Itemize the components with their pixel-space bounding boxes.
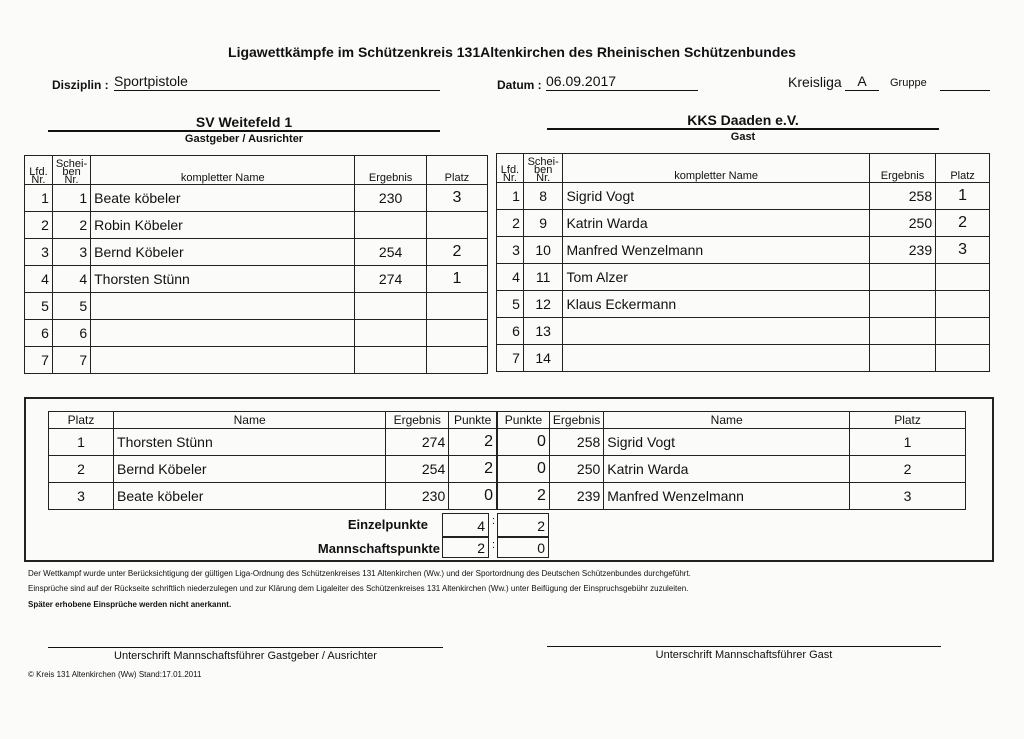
summary-row <box>498 429 966 456</box>
summary-ergebnis: 239 <box>549 483 603 510</box>
sum-col-platz: Platz <box>49 412 114 429</box>
summary-platz: 3 <box>49 483 114 510</box>
shooter-name[interactable]: Tom Alzer <box>563 264 869 291</box>
shooter-name[interactable] <box>91 347 355 374</box>
einzelpunkte-label: Einzelpunkte <box>347 517 428 532</box>
form-title: Ligawettkämpfe im Schützenkreis 131Altenkirchen des Rheinischen Schützenbundes <box>228 44 796 60</box>
shooter-name[interactable]: Klaus Eckermann <box>563 291 869 318</box>
platz-cell[interactable]: 3 <box>426 185 487 212</box>
platz-cell[interactable]: 1 <box>936 183 990 210</box>
scheiben-nr: 3 <box>52 239 90 266</box>
signature-guest: Unterschrift Mannschaftsführer Gast <box>655 649 833 661</box>
einzelpunkte-guest: 2 <box>497 513 549 537</box>
platz-cell[interactable] <box>426 212 487 239</box>
summary-platz: 2 <box>850 456 966 483</box>
roster-row <box>25 347 488 374</box>
sum-col-punkte: Punkte <box>449 412 497 429</box>
scheiben-nr: 14 <box>523 345 563 372</box>
footer-note-3: Später erhobene Einsprüche werden nicht anerkannt. <box>28 600 232 609</box>
summary-platz: 2 <box>49 456 114 483</box>
col-scheiben: Schei- ben Nr. <box>523 154 563 183</box>
platz-cell[interactable] <box>936 345 990 372</box>
mannschaftspunkte-guest: 0 <box>497 537 549 558</box>
sum-col-name: Name <box>114 412 386 429</box>
platz-cell[interactable] <box>426 293 487 320</box>
shooter-name[interactable]: Beate köbeler <box>91 185 355 212</box>
shooter-name[interactable]: Bernd Köbeler <box>91 239 355 266</box>
shooter-name[interactable]: Manfred Wenzelmann <box>563 237 869 264</box>
col-platz: Platz <box>426 156 487 185</box>
col-lfd: Lfd. Nr. <box>25 156 53 185</box>
gruppe-label: Gruppe <box>890 77 927 89</box>
guest-team-role: Gast <box>730 131 756 143</box>
lfd-nr: 4 <box>497 264 524 291</box>
summary-guest-header <box>498 412 966 429</box>
lfd-nr: 4 <box>25 266 53 293</box>
scheiben-nr: 1 <box>52 185 90 212</box>
col-name: kompletter Name <box>91 156 355 185</box>
kreisliga-value: A <box>857 73 867 89</box>
scheiben-nr: 10 <box>523 237 563 264</box>
disziplin-field[interactable] <box>114 73 440 91</box>
platz-cell[interactable] <box>936 264 990 291</box>
home-roster-header <box>25 156 488 185</box>
sum-col-punkte: Punkte <box>498 412 550 429</box>
summary-name: Manfred Wenzelmann <box>604 483 850 510</box>
platz-cell[interactable]: 1 <box>426 266 487 293</box>
scheiben-nr: 11 <box>523 264 563 291</box>
summary-platz: 1 <box>49 429 114 456</box>
disziplin-value: Sportpistole <box>114 73 188 89</box>
roster-row <box>497 264 990 291</box>
shooter-name[interactable] <box>563 318 869 345</box>
scheiben-nr: 7 <box>52 347 90 374</box>
lfd-nr: 6 <box>25 320 53 347</box>
summary-name: Beate köbeler <box>114 483 386 510</box>
footer-note-1: Der Wettkampf wurde unter Berücksichtigung der gültigen Liga-Ordnung des Schützenkreises 131 Altenkirchen (Ww.) und der Sportordnung des Deutschen Schützenbundes durchgeführt. <box>28 569 691 578</box>
mannschaftspunkte-home: 2 <box>442 537 489 558</box>
roster-row <box>497 318 990 345</box>
lfd-nr: 3 <box>497 237 524 264</box>
ergebnis-cell[interactable] <box>869 345 935 372</box>
summary-row <box>49 456 497 483</box>
platz-cell[interactable] <box>426 347 487 374</box>
platz-cell[interactable] <box>936 318 990 345</box>
col-name: kompletter Name <box>563 154 869 183</box>
platz-cell[interactable]: 2 <box>426 239 487 266</box>
summary-home-table <box>48 411 497 510</box>
datum-value: 06.09.2017 <box>546 73 617 89</box>
sum-col-platz: Platz <box>850 412 966 429</box>
summary-row <box>49 429 497 456</box>
roster-row <box>497 291 990 318</box>
shooter-name[interactable] <box>91 293 355 320</box>
roster-row <box>25 239 488 266</box>
scheiben-nr: 8 <box>523 183 563 210</box>
col-ergebnis: Ergebnis <box>355 156 426 185</box>
lfd-nr: 7 <box>497 345 524 372</box>
ergebnis-cell[interactable] <box>869 291 935 318</box>
shooter-name[interactable]: Sigrid Vogt <box>563 183 869 210</box>
summary-punkte: 2 <box>498 483 550 510</box>
scheiben-nr: 12 <box>523 291 563 318</box>
shooter-name[interactable]: Robin Köbeler <box>91 212 355 239</box>
guest-team-name: KKS Daaden e.V. <box>687 112 799 128</box>
einzelpunkte-home: 4 <box>442 513 489 537</box>
roster-row <box>497 345 990 372</box>
sum-col-ergebnis: Ergebnis <box>549 412 603 429</box>
shooter-name[interactable]: Katrin Warda <box>563 210 869 237</box>
mannschaftspunkte-colon: : <box>492 539 496 551</box>
datum-field[interactable] <box>546 73 698 91</box>
summary-name: Katrin Warda <box>604 456 850 483</box>
datum-label: Datum : <box>497 78 542 92</box>
roster-row <box>497 183 990 210</box>
summary-row <box>498 483 966 510</box>
scheiben-nr: 9 <box>523 210 563 237</box>
lfd-nr: 2 <box>497 210 524 237</box>
summary-name: Sigrid Vogt <box>604 429 850 456</box>
shooter-name[interactable] <box>91 320 355 347</box>
lfd-nr: 5 <box>497 291 524 318</box>
col-platz: Platz <box>936 154 990 183</box>
ergebnis-cell[interactable] <box>355 320 426 347</box>
kreisliga-label: Kreisliga <box>788 74 842 90</box>
summary-name: Bernd Köbeler <box>114 456 386 483</box>
platz-cell[interactable]: 3 <box>936 237 990 264</box>
ergebnis-cell[interactable]: 254 <box>355 239 426 266</box>
roster-row <box>25 320 488 347</box>
kreisliga-field[interactable] <box>845 73 879 91</box>
roster-row <box>25 185 488 212</box>
summary-ergebnis: 250 <box>549 456 603 483</box>
lfd-nr: 1 <box>25 185 53 212</box>
scheiben-nr: 13 <box>523 318 563 345</box>
home-team-role: Gastgeber / Ausrichter <box>184 133 304 145</box>
lfd-nr: 1 <box>497 183 524 210</box>
scheiben-nr: 4 <box>52 266 90 293</box>
summary-name: Thorsten Stünn <box>114 429 386 456</box>
summary-platz: 3 <box>850 483 966 510</box>
ergebnis-cell[interactable]: 239 <box>869 237 935 264</box>
summary-ergebnis: 258 <box>549 429 603 456</box>
home-roster-table <box>24 155 488 374</box>
footer-note-2: Einsprüche sind auf der Rückseite schriftlich niederzulegen und zur Klärung dem Ligaleiter des Schützenkreises 131 Altenkirchen (Ww.) unter Beifügung der Einspruchsgebühr zuzuleiten. <box>28 584 689 593</box>
scheiben-nr: 6 <box>52 320 90 347</box>
sum-col-ergebnis: Ergebnis <box>386 412 449 429</box>
gruppe-field[interactable] <box>940 73 990 91</box>
roster-row <box>497 210 990 237</box>
col-scheiben: Schei- ben Nr. <box>52 156 90 185</box>
scheiben-nr: 2 <box>52 212 90 239</box>
col-lfd: Lfd. Nr. <box>497 154 524 183</box>
home-team-name: SV Weitefeld 1 <box>195 114 293 130</box>
ergebnis-cell[interactable] <box>355 212 426 239</box>
shooter-name[interactable]: Thorsten Stünn <box>91 266 355 293</box>
col-ergebnis: Ergebnis <box>869 154 935 183</box>
summary-ergebnis: 274 <box>386 429 449 456</box>
roster-row <box>25 212 488 239</box>
mannschaftspunkte-label: Mannschaftspunkte <box>317 541 440 556</box>
ergebnis-cell[interactable] <box>355 347 426 374</box>
ergebnis-cell[interactable] <box>869 318 935 345</box>
summary-guest-table <box>497 411 966 510</box>
lfd-nr: 6 <box>497 318 524 345</box>
roster-row <box>25 266 488 293</box>
ergebnis-cell[interactable]: 230 <box>355 185 426 212</box>
signature-home: Unterschrift Mannschaftsführer Gastgeber / Ausrichter <box>114 650 377 662</box>
summary-row <box>498 456 966 483</box>
summary-ergebnis: 254 <box>386 456 449 483</box>
einzelpunkte-colon: : <box>492 515 496 527</box>
platz-cell[interactable] <box>936 291 990 318</box>
copyright-note: © Kreis 131 Altenkirchen (Ww) Stand:17.01.2011 <box>28 670 202 679</box>
shooter-name[interactable] <box>563 345 869 372</box>
lfd-nr: 3 <box>25 239 53 266</box>
platz-cell[interactable]: 2 <box>936 210 990 237</box>
scheiben-nr: 5 <box>52 293 90 320</box>
ergebnis-cell[interactable]: 250 <box>869 210 935 237</box>
sum-col-name: Name <box>604 412 850 429</box>
ergebnis-cell[interactable]: 258 <box>869 183 935 210</box>
summary-home-header <box>49 412 497 429</box>
platz-cell[interactable] <box>426 320 487 347</box>
guest-roster-table <box>496 153 990 372</box>
roster-row <box>25 293 488 320</box>
lfd-nr: 7 <box>25 347 53 374</box>
summary-punkte: 0 <box>449 483 497 510</box>
summary-punkte: 2 <box>449 429 497 456</box>
ergebnis-cell[interactable]: 274 <box>355 266 426 293</box>
ergebnis-cell[interactable] <box>869 264 935 291</box>
summary-punkte: 0 <box>498 456 550 483</box>
roster-row <box>497 237 990 264</box>
disziplin-label: Disziplin : <box>52 78 109 92</box>
summary-punkte: 0 <box>498 429 550 456</box>
summary-platz: 1 <box>850 429 966 456</box>
ergebnis-cell[interactable] <box>355 293 426 320</box>
summary-punkte: 2 <box>449 456 497 483</box>
summary-row <box>49 483 497 510</box>
lfd-nr: 5 <box>25 293 53 320</box>
lfd-nr: 2 <box>25 212 53 239</box>
summary-ergebnis: 230 <box>386 483 449 510</box>
guest-roster-header <box>497 154 990 183</box>
